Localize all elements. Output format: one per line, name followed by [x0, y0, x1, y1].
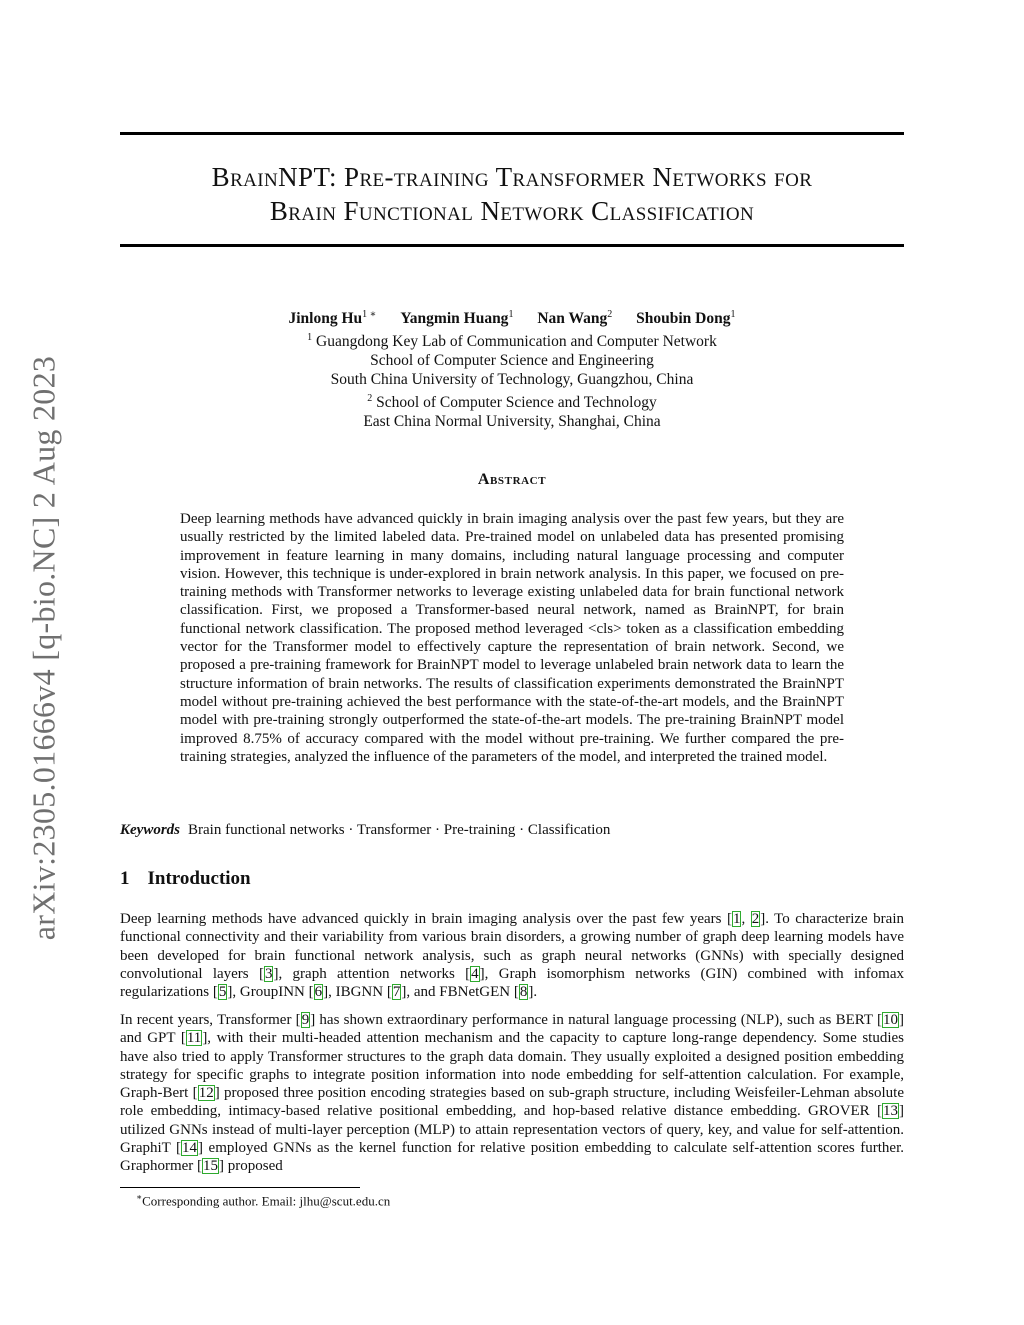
- section-heading-introduction: [120, 868, 251, 890]
- corresponding-author-footnote: ∗Corresponding author. Email: jlhu@scut.edu.cn: [136, 1192, 391, 1209]
- paragraph-text: ] employed GNNs as the kernel function for relative position embedding to calculate self-attention scores further. Graphormer [: [120, 1140, 904, 1175]
- citation-link[interactable]: 9: [301, 1012, 310, 1028]
- abstract-heading: Abstract: [477, 471, 547, 488]
- paragraph-text: ], and FBNetGEN [: [401, 984, 519, 1001]
- paragraph-text: Deep learning methods have advanced quickly in brain imaging analysis over the past few years [: [120, 911, 732, 927]
- arxiv-identifier-stamp: arXiv:2305.01666v4 [q-bio.NC] 2 Aug 2023: [25, 355, 62, 941]
- paragraph-text: ], GroupINN [: [227, 984, 314, 1001]
- paragraph-text: In recent years, Transformer [: [120, 1012, 301, 1028]
- footnote-rule: [120, 1187, 360, 1188]
- citation-link[interactable]: 1: [732, 911, 741, 927]
- section-number: 1: [120, 868, 130, 889]
- keywords-list: Brain functional networks · Transformer · Pre-training · Classification: [188, 822, 611, 838]
- author: Yangmin Huang$^1$: [400, 309, 514, 328]
- citation-link[interactable]: 15: [203, 1158, 219, 1175]
- citation-link[interactable]: 14: [182, 1140, 198, 1157]
- citation-link[interactable]: 4: [471, 965, 479, 982]
- paragraph-text: ] proposed three position encoding strategies based on sub-graph structure, including Weisfeiler-Lehman absolute role embedding, intimacy-based relative positional embedding, and hop-based relative distance embedding. GROVER [: [120, 1085, 904, 1120]
- citation-link[interactable]: 3: [264, 965, 273, 982]
- citation-link[interactable]: 12: [198, 1085, 214, 1102]
- paragraph-text: ], with their multi-headed attention mechanism and the capacity to capture long-range dependency. Some studies have also tried to apply Transformer structures to the graph data domain. They usually exploited a designed position embedding strategy for specific graphs to integrate position information into node embedding for self-attention calculation. For example, Graph-Bert [: [120, 1030, 904, 1102]
- paragraph-text: ] has shown extraordinary performance in natural language processing (NLP), such as BERT [: [310, 1012, 882, 1028]
- title-line-1: BrainNPT: Pre-training Transformer Networks for: [211, 162, 813, 192]
- affiliation-line: $^1$ Guangdong Key Lab of Communication and Computer Network: [307, 332, 717, 351]
- citation-link[interactable]: 11: [186, 1030, 202, 1047]
- author: Nan Wang$^2$: [537, 309, 613, 328]
- citation-link[interactable]: 8: [519, 984, 528, 1001]
- intro-paragraph-2: [120, 1011, 904, 1176]
- paragraph-text: ] proposed: [219, 1158, 283, 1175]
- citation-link[interactable]: 10: [882, 1012, 898, 1028]
- title-line-2: Brain Functional Network Classification: [269, 196, 755, 226]
- paragraph-text: ] and GPT [: [120, 1012, 904, 1047]
- paragraph-text: ]. To characterize brain functional connectivity and their variability from various brain disorders, a growing number of graph deep learning models have been developed for brain functional network analysis, such as graph neural networks (GNNs) with specially designed convolutional layers [: [120, 911, 904, 982]
- paragraph-text: ], graph attention networks [: [273, 965, 471, 982]
- keywords-label: Keywords: [120, 822, 180, 838]
- citation-link[interactable]: 6: [314, 984, 323, 1001]
- keywords-line: [120, 822, 904, 839]
- paragraph-text: ].: [528, 984, 538, 1001]
- section-title: Introduction: [147, 868, 251, 889]
- affiliation-line: South China University of Technology, Guangzhou, China: [330, 371, 694, 389]
- authors-block: [120, 305, 904, 431]
- affiliation-line: East China Normal University, Shanghai, China: [363, 413, 661, 431]
- paragraph-text: ], Graph isomorphism networks (GIN) combined with infomax regularizations [: [120, 965, 905, 1001]
- citation-link[interactable]: 13: [883, 1103, 898, 1120]
- paragraph-text: ] utilized GNNs instead of multi-layer perception (MLP) to attain representation vectors of query, key, and value for self-attention. GraphiT [: [120, 1103, 904, 1157]
- citation-link[interactable]: 7: [392, 984, 401, 1001]
- title-top-rule: [120, 132, 904, 135]
- author: Jinlong $Hu^{1 ∗}$: [288, 309, 377, 328]
- paragraph-text: ], IBGNN [: [323, 984, 392, 1001]
- abstract-body: Deep learning methods have advanced quickly in brain imaging analysis over the past few years, but they are usually restricted by the limited labeled data. Pre-trained model on unlabeled data has presented promising improvement in feature learning in many domains, including natural language processing and computer vision. However, this technique is under-explored in brain network analysis. In this paper, we focused on pre-training methods with Transformer networks to leverage existing unlabeled data for brain functional network classification. First, we proposed a Transformer-based neural network, named as BrainNPT, for brain functional network classification. The proposed method leveraged <cls> token as a classification embedding vector for the Transformer model to effectively capture the representation of brain network. Second, we proposed a pre-training framework for BrainNPT model to leverage unlabeled brain network data to learn the structure information of brain networks. The results of classification experiments demonstrated the BrainNPT model without pre-training achieved the best performance with the state-of-the-art models, and the BrainNPT model with pre-training strongly outperformed the state-of-the-art models. The pre-training BrainNPT model improved 8.75% of accuracy compared with the model without pre-training. We further compared the pre-training strategies, analyzed the influence of the parameters of the model, and interpreted the trained model.: [180, 511, 844, 765]
- author-list: [120, 305, 904, 328]
- affiliation-line: School of Computer Science and Engineering: [370, 352, 654, 370]
- paper-title: [120, 160, 904, 228]
- intro-paragraph-1: [120, 910, 904, 1001]
- citation-link[interactable]: 5: [218, 984, 227, 1001]
- affiliation-line: $^2$ School of Computer Science and Technology: [367, 393, 657, 412]
- paragraph-text: ,: [741, 911, 751, 927]
- citation-link[interactable]: 2: [751, 911, 760, 927]
- author: Shoubin Dong$^1$: [636, 309, 736, 328]
- title-bottom-rule: [120, 244, 904, 247]
